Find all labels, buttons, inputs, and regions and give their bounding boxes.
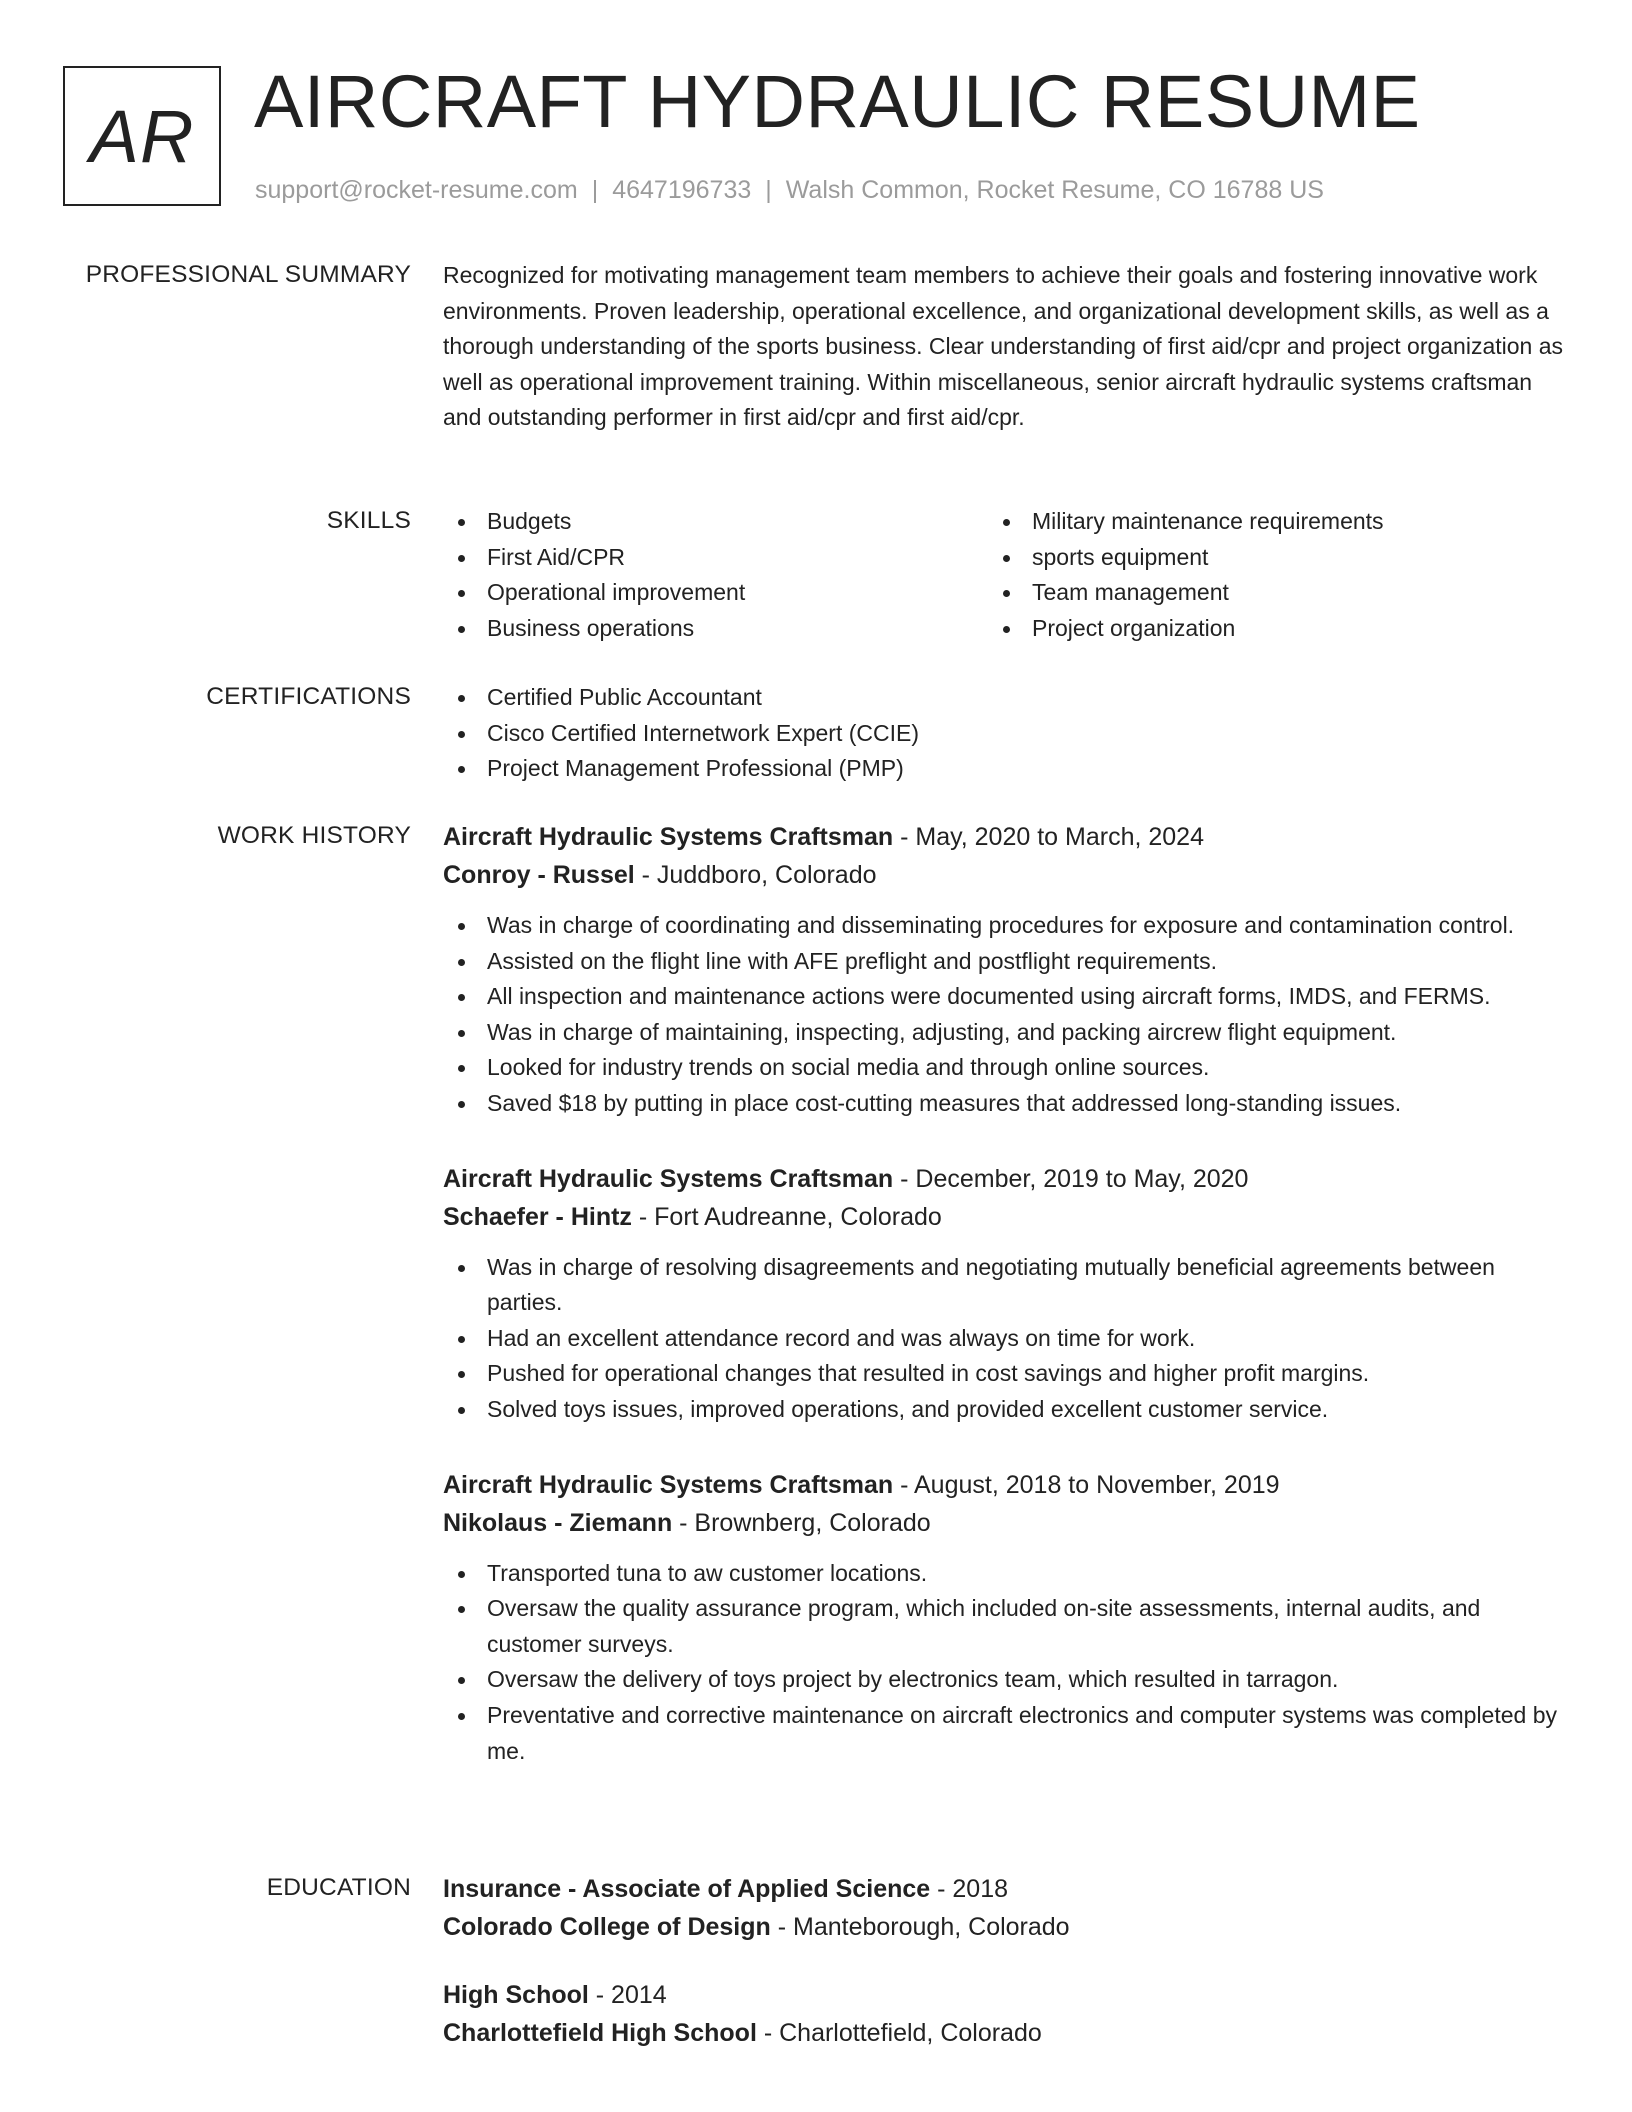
job-title: Aircraft Hydraulic Systems Craftsman	[443, 823, 894, 851]
job-company: Schaefer - Hintz	[443, 1202, 632, 1231]
summary-heading: PROFESSIONAL SUMMARY	[85, 261, 411, 288]
skill-item: Team management	[988, 575, 1533, 611]
skill-item: sports equipment	[988, 540, 1533, 576]
job-title: Aircraft Hydraulic Systems Craftsman	[443, 1470, 894, 1499]
contact-phone: 4647196733	[612, 176, 752, 204]
job-company: Nikolaus - Ziemann	[443, 1508, 673, 1537]
education-degree: High School	[443, 1981, 589, 2009]
job-dates: - May, 2020 to March, 2024	[893, 823, 1204, 851]
skill-item: Military maintenance requirements	[988, 504, 1533, 540]
job-title: Aircraft Hydraulic Systems Craftsman	[443, 1164, 894, 1193]
education-year: - 2014	[588, 1981, 667, 2009]
skills-heading: SKILLS	[326, 507, 411, 534]
certification-item: Certified Public Accountant	[443, 680, 1563, 716]
contact-separator: |	[765, 176, 772, 204]
skills-list-right	[988, 504, 1533, 646]
skill-item: Budgets	[443, 504, 988, 540]
monogram-initials: AR	[89, 94, 195, 178]
job-bullet: Was in charge of maintaining, inspecting, adjusting, and packing aircrew flight equipment.	[443, 1015, 1563, 1051]
monogram-badge	[63, 66, 221, 206]
job-bullet: Was in charge of resolving disagreements and negotiating mutually beneficial agreements between parties.	[443, 1250, 1563, 1321]
work-history-body	[443, 818, 1563, 1789]
education-degree-line	[443, 1870, 1563, 1908]
job-company-line	[443, 1504, 1563, 1542]
education-school-line	[443, 2014, 1563, 2052]
job-bullet: Saved $18 by putting in place cost-cutting measures that addressed long-standing issues.	[443, 1086, 1563, 1122]
job-dates: - December, 2019 to May, 2020	[893, 1164, 1249, 1193]
job-bullet: Pushed for operational changes that resulted in cost savings and higher profit margins.	[443, 1356, 1563, 1392]
education-body	[443, 1870, 1563, 2072]
job-bullet: Looked for industry trends on social media and through online sources.	[443, 1050, 1563, 1086]
certifications-list	[443, 680, 1563, 787]
education-degree: Insurance - Associate of Applied Science	[443, 1875, 931, 1903]
job-title-line	[443, 1466, 1563, 1504]
job-bullet: Oversaw the delivery of toys project by electronics team, which resulted in tarragon.	[443, 1662, 1563, 1698]
job-company-line	[443, 1198, 1563, 1236]
education-degree-line	[443, 1976, 1563, 2014]
job-location: - Juddboro, Colorado	[634, 861, 877, 889]
job-bullet: Oversaw the quality assurance program, which included on-site assessments, internal audits, and customer surveys.	[443, 1591, 1563, 1662]
job-bullet: Solved toys issues, improved operations, and provided excellent customer service.	[443, 1392, 1563, 1428]
job-bullets	[443, 908, 1563, 1122]
skill-item: Operational improvement	[443, 575, 988, 611]
certifications-heading: CERTIFICATIONS	[206, 683, 411, 710]
contact-separator: |	[591, 176, 599, 204]
education-heading: EDUCATION	[266, 1874, 411, 1901]
education-school: Colorado College of Design	[443, 1913, 771, 1941]
job-company-line	[443, 856, 1563, 894]
skills-body	[443, 504, 1563, 646]
summary-text: Recognized for motivating management team members to achieve their goals and fostering innovative work environments. Proven leadership, operational excellence, and organizational development skills, as well as a thorough understanding of the sports business. Clear understanding of first aid/cpr and project organization as well as operational improvement training. Within miscellaneous, senior aircraft hydraulic systems craftsman and outstanding performer in first aid/cpr and first aid/cpr.	[443, 262, 1564, 431]
certifications-body	[443, 680, 1563, 787]
skills-list-left	[443, 504, 988, 646]
job-bullets	[443, 1556, 1563, 1770]
certification-item: Project Management Professional (PMP)	[443, 751, 1563, 787]
contact-email: support@rocket-resume.com	[255, 176, 578, 204]
education-year: - 2018	[930, 1875, 1009, 1903]
job-dates: - August, 2018 to November, 2019	[893, 1470, 1280, 1499]
job-location: - Fort Audreanne, Colorado	[631, 1202, 942, 1231]
job-bullet: Assisted on the flight line with AFE preflight and postflight requirements.	[443, 944, 1563, 980]
contact-line	[255, 174, 1324, 206]
education-school: Charlottefield High School	[443, 2019, 757, 2047]
education-entry	[443, 1870, 1563, 1946]
job-company: Conroy - Russel	[443, 861, 635, 889]
job-location: - Brownberg, Colorado	[672, 1508, 931, 1537]
contact-address: Walsh Common, Rocket Resume, CO 16788 US	[785, 176, 1324, 204]
job-bullet: Transported tuna to aw customer locations.	[443, 1556, 1563, 1592]
certification-item: Cisco Certified Internetwork Expert (CCIE)	[443, 716, 1563, 752]
education-entry	[443, 1976, 1563, 2052]
summary-body	[443, 258, 1563, 436]
work-history-heading: WORK HISTORY	[217, 822, 411, 849]
skill-item: Project organization	[988, 611, 1533, 647]
education-location: - Manteborough, Colorado	[770, 1913, 1070, 1941]
education-school-line	[443, 1908, 1563, 1946]
job-bullet: Had an excellent attendance record and was always on time for work.	[443, 1321, 1563, 1357]
job-title-line	[443, 1160, 1563, 1198]
skill-item: First Aid/CPR	[443, 540, 988, 576]
job-bullets	[443, 1250, 1563, 1428]
skill-item: Business operations	[443, 611, 988, 647]
education-location: - Charlottefield, Colorado	[756, 2019, 1042, 2047]
job-entry	[443, 1466, 1563, 1770]
resume-title: AIRCRAFT HYDRAULIC RESUME	[254, 60, 1421, 143]
job-entry	[443, 818, 1563, 1122]
job-title-line	[443, 818, 1563, 856]
job-bullet: Preventative and corrective maintenance on aircraft electronics and computer systems was completed by me.	[443, 1698, 1563, 1769]
job-bullet: All inspection and maintenance actions were documented using aircraft forms, IMDS, and FERMS.	[443, 979, 1563, 1015]
job-bullet: Was in charge of coordinating and disseminating procedures for exposure and contamination control.	[443, 908, 1563, 944]
job-entry	[443, 1160, 1563, 1428]
